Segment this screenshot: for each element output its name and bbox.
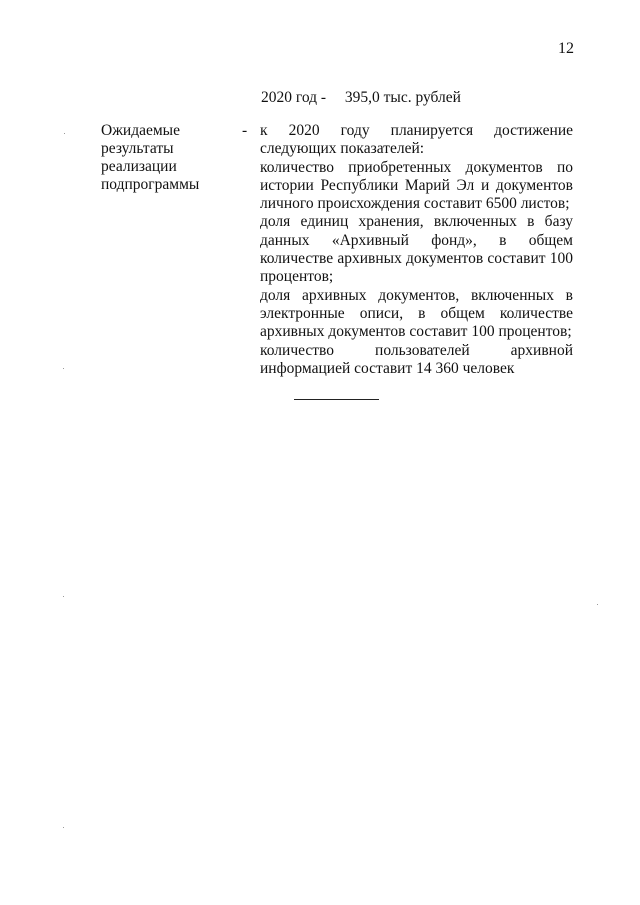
scan-speck [64, 133, 65, 134]
result-paragraph-users: количество пользователей архивной информацией составит 14 360 человек [260, 341, 573, 377]
result-paragraph-inventories: доля архивных документов, включенных в электронные описи, в общем количестве архивных документов составит 100 процентов; [260, 286, 573, 341]
scan-speck [597, 604, 598, 605]
page-number: 12 [558, 40, 574, 57]
section-label-line: Ожидаемые [101, 122, 180, 139]
result-paragraph-intro: к 2020 году планируется достижение следующих показателей: [260, 122, 573, 158]
section-label-line: подпрограммы [101, 176, 200, 193]
section-body [260, 122, 573, 378]
funding-line [261, 89, 461, 107]
section-label [101, 122, 231, 194]
funding-amount: 395,0 тыс. рублей [344, 89, 461, 106]
section-label-line: реализации [101, 158, 177, 175]
scan-speck [63, 827, 64, 828]
section-label-line: результаты [101, 140, 174, 157]
end-divider [294, 399, 379, 400]
scan-speck [63, 596, 64, 597]
result-paragraph-database: доля единиц хранения, включенных в базу данных «Архивный фонд», в общем количестве архивных документов составит 100 процентов; [260, 213, 573, 286]
funding-year: 2020 год - [261, 89, 327, 106]
scan-speck [63, 368, 64, 369]
section-dash: - [242, 122, 248, 139]
result-paragraph-documents: количество приобретенных документов по истории Республики Марий Эл и документов личного происхождения составит 6500 листов; [260, 158, 573, 213]
